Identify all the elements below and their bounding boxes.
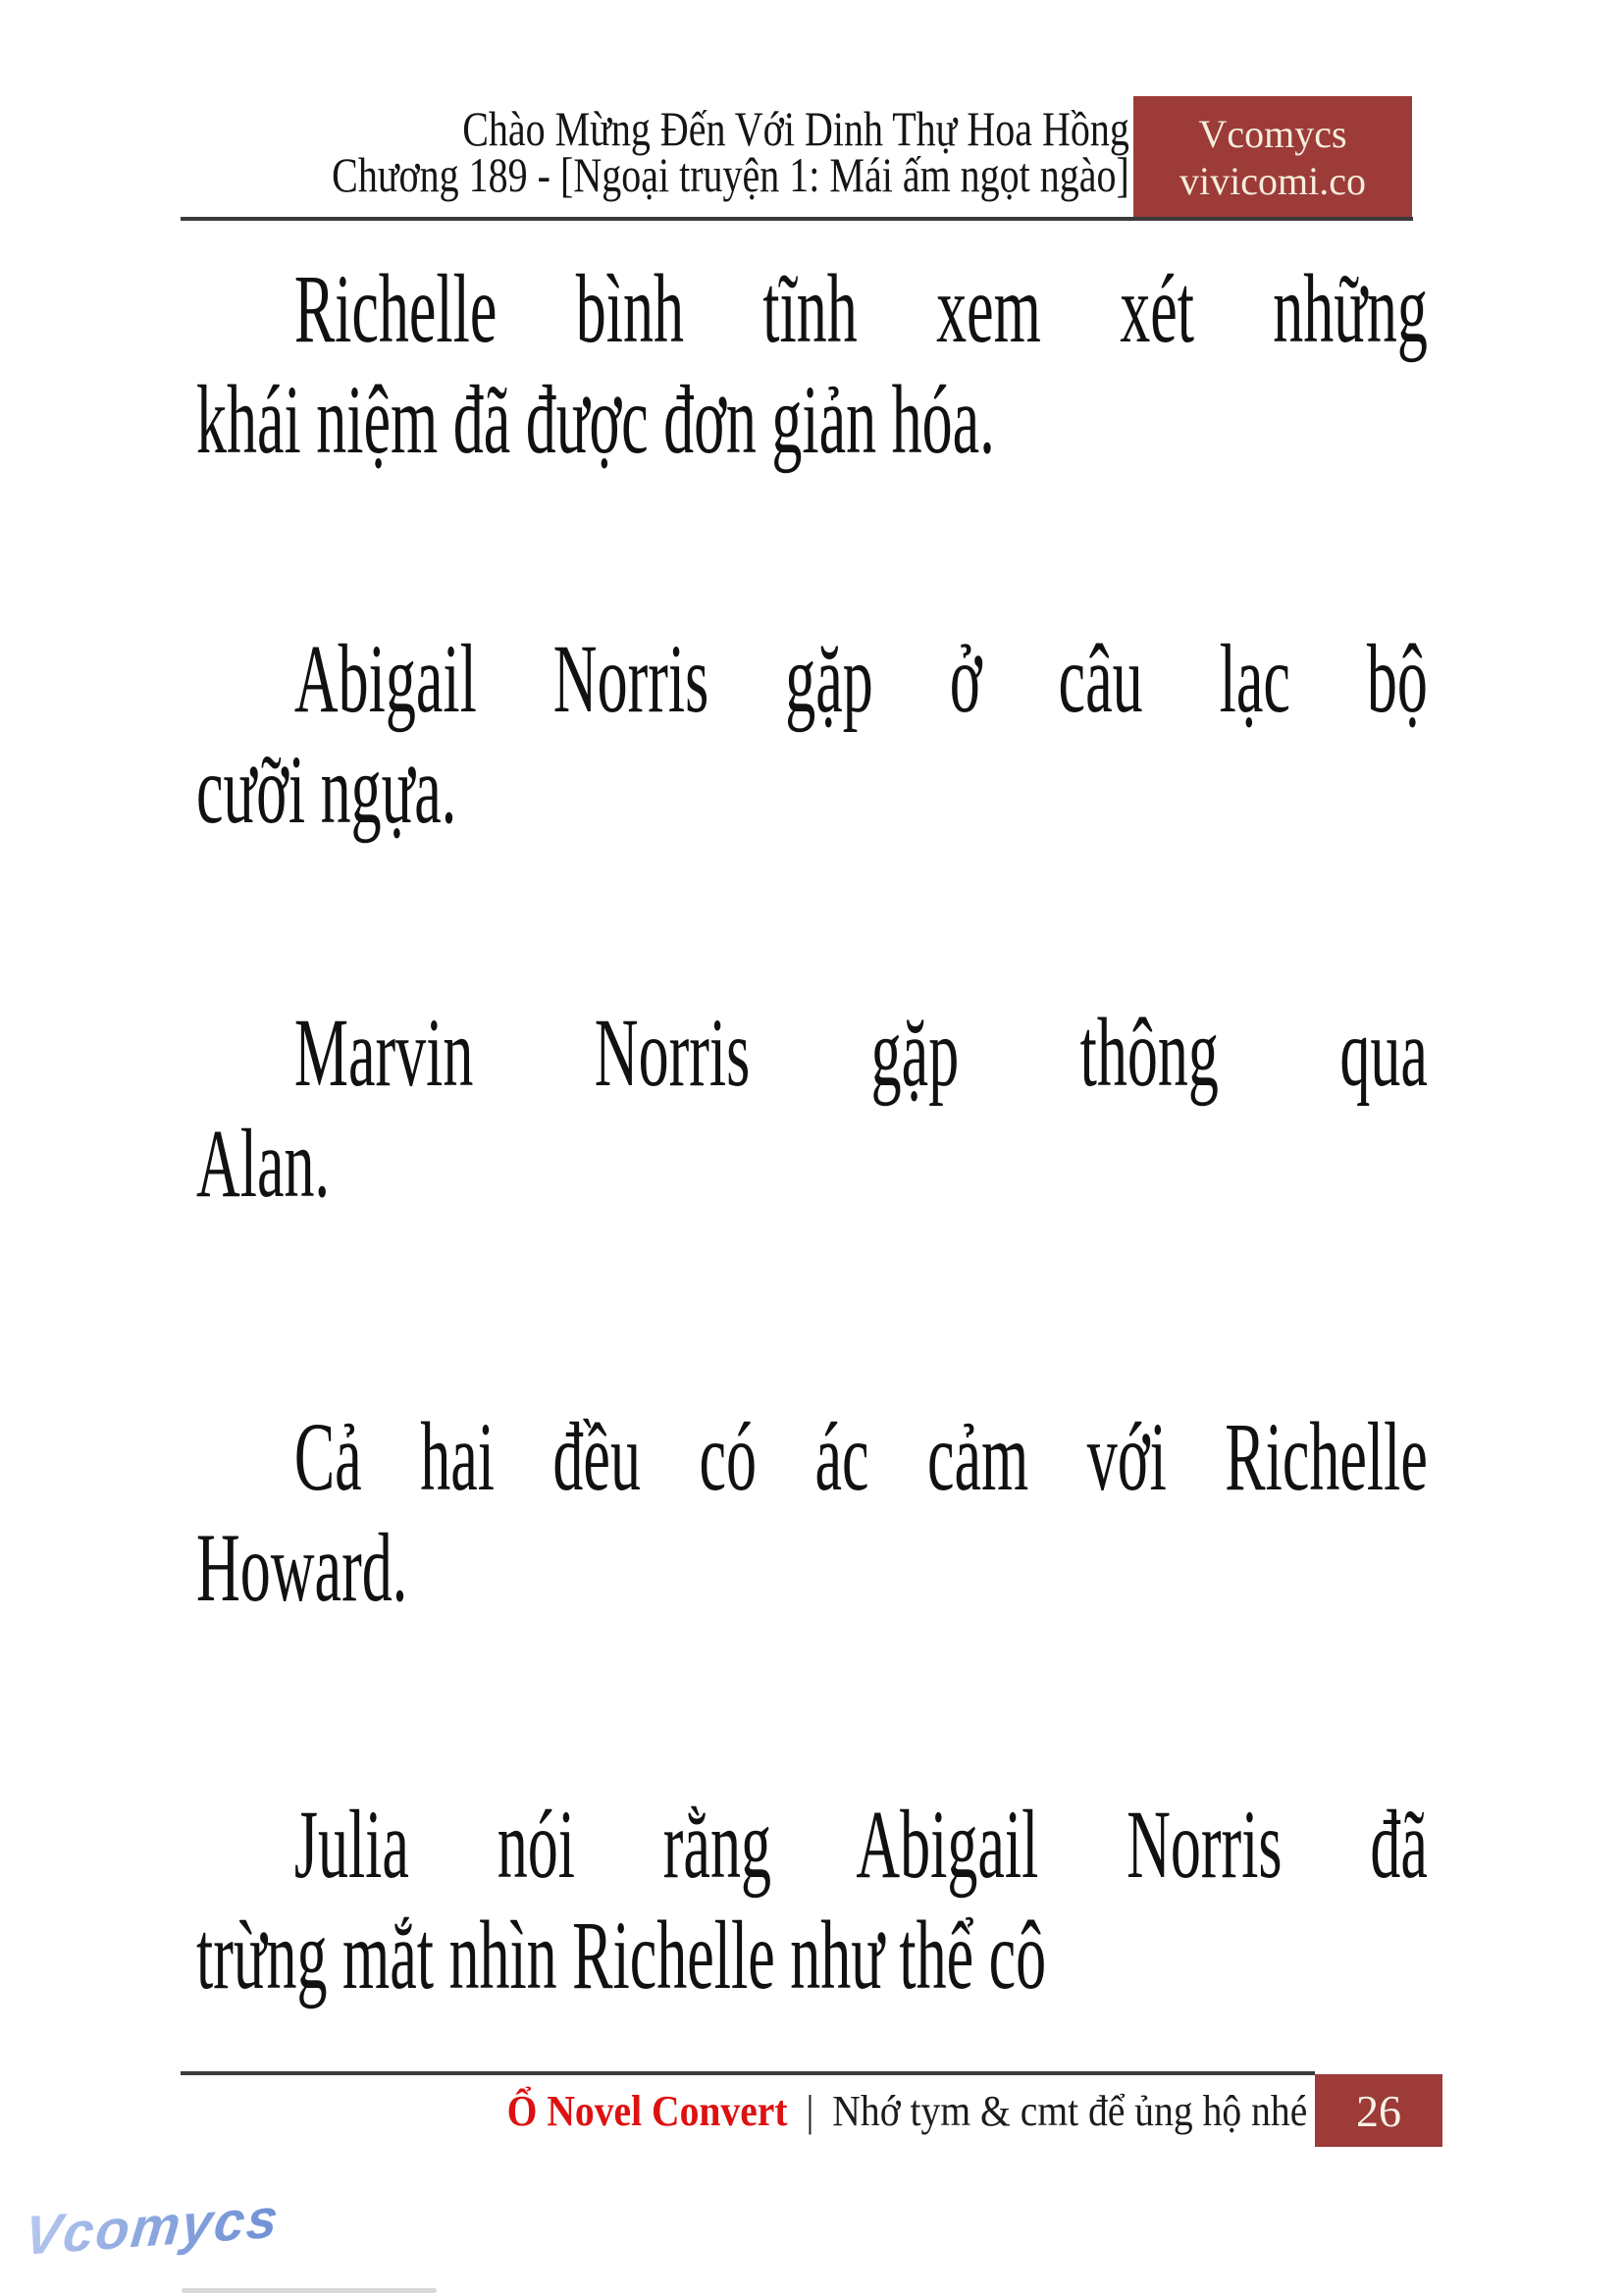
header-divider <box>181 217 1413 221</box>
text-line: khái niệm đã được đơn giản hóa. <box>196 365 995 474</box>
page-number: 26 <box>1356 2085 1401 2136</box>
body-text <box>196 253 1428 2163</box>
brand-name: Vcomycs <box>1198 112 1347 156</box>
watermark-logo: Vcomycs <box>22 2186 284 2267</box>
book-title: Chào Mừng Đến Với Dinh Thự Hoa Hồng <box>462 101 1129 156</box>
text-line: Marvin Norris gặp thông qua <box>293 998 1428 1107</box>
paragraph <box>196 623 1428 845</box>
text-line: trừng mắt nhìn Richelle như thể cô <box>196 1901 1047 2009</box>
text-line: Abigail Norris gặp ở câu lạc bộ <box>293 624 1428 733</box>
text-line: Howard. <box>196 1513 408 1622</box>
paragraph <box>196 997 1428 1219</box>
paragraph <box>196 1401 1428 1623</box>
footer-divider <box>181 2071 1315 2075</box>
text-line: Julia nói rằng Abigail Norris đã <box>293 1790 1428 1899</box>
paragraph <box>196 1789 1428 2010</box>
page-header <box>332 101 1129 202</box>
text-line: cưỡi ngựa. <box>196 735 457 844</box>
chapter-title: Chương 189 - [Ngoại truyện 1: Mái ấm ngọt ngào] <box>332 147 1129 202</box>
text-line: Alan. <box>196 1109 331 1218</box>
text-line: Cả hai đều có ác cảm với Richelle <box>293 1402 1428 1511</box>
text-line: Richelle bình tĩnh xem xét những <box>293 254 1428 363</box>
footer-separator: | <box>806 2087 814 2135</box>
brand-site: vivicomi.co <box>1179 159 1366 203</box>
footer-brand: Ổ Novel Convert <box>506 2087 788 2135</box>
brand-badge <box>1133 96 1412 220</box>
page-number-badge <box>1315 2074 1442 2147</box>
page-footer <box>506 2084 1307 2139</box>
footer-note: Nhớ tym & cmt để ủng hộ nhé <box>832 2087 1307 2135</box>
corner-decoration <box>182 2288 437 2293</box>
paragraph <box>196 253 1428 475</box>
